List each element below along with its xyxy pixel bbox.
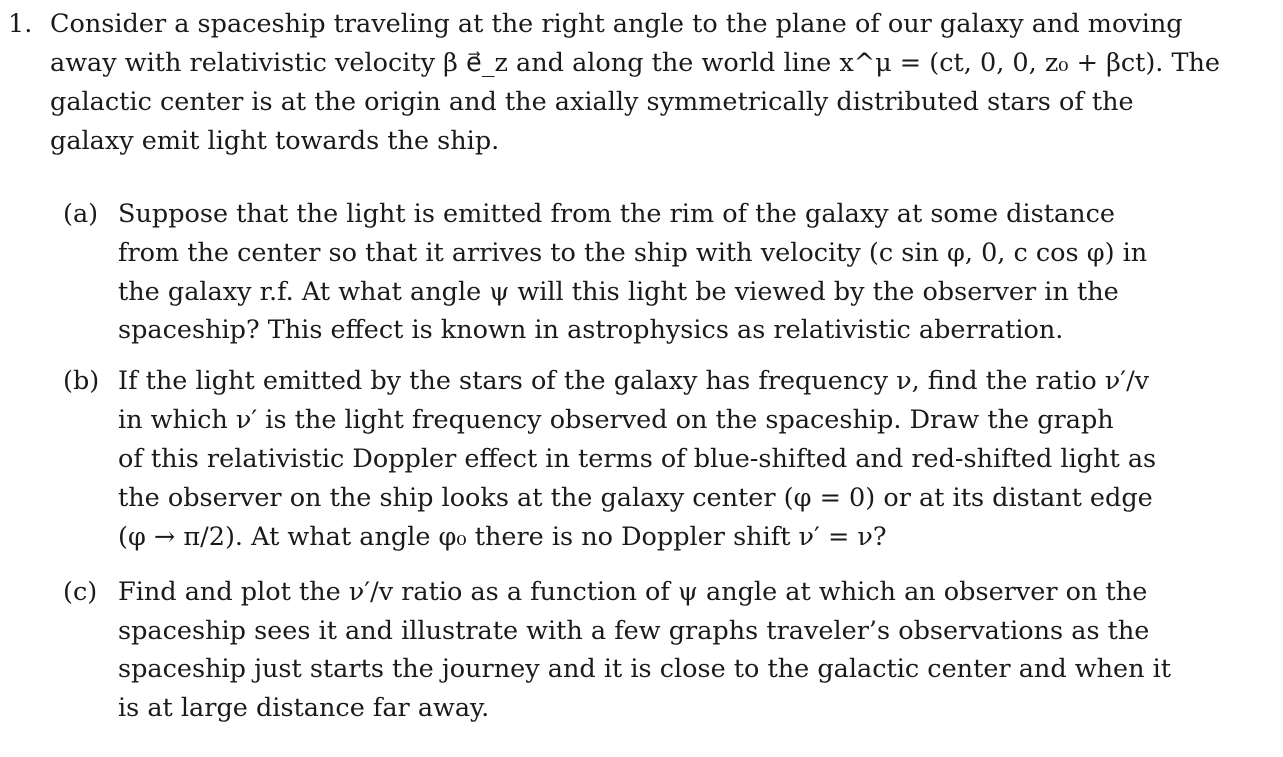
part-b-label: (b) bbox=[63, 366, 100, 396]
part-c-line-4: is at large distance far away. bbox=[118, 693, 490, 723]
part-c-line-3: spaceship just starts the journey and it is close to the galactic center and when it bbox=[118, 654, 1172, 684]
problem-number: 1. bbox=[8, 9, 33, 39]
part-a-label: (a) bbox=[63, 199, 99, 229]
part-c-line-1: Find and plot the ν′/v ratio as a function of ψ angle at which an observer on the bbox=[118, 577, 1148, 607]
part-a-line-2: from the center so that it arrives to the ship with velocity (c sin φ, 0, c cos φ) in bbox=[118, 238, 1148, 268]
intro-line-2: away with relativistic velocity β e⃗_z and along the world line x^μ = (ct, 0, 0, z₀ + βct). The bbox=[50, 48, 1221, 78]
part-c-label: (c) bbox=[63, 577, 98, 607]
part-a-line-1: Suppose that the light is emitted from the rim of the galaxy at some distance bbox=[118, 199, 1115, 229]
part-b-line-4: the observer on the ship looks at the galaxy center (φ = 0) or at its distant edge bbox=[118, 483, 1153, 513]
intro-line-3: galactic center is at the origin and the axially symmetrically distributed stars of the bbox=[50, 87, 1134, 117]
intro-line-1: Consider a spaceship traveling at the right angle to the plane of our galaxy and moving bbox=[50, 9, 1183, 39]
part-b-line-3: of this relativistic Doppler effect in terms of blue-shifted and red-shifted light as bbox=[118, 444, 1157, 474]
part-b-line-2: in which ν′ is the light frequency observed on the spaceship. Draw the graph bbox=[118, 405, 1114, 435]
part-a-line-4: spaceship? This effect is known in astrophysics as relativistic aberration. bbox=[118, 315, 1064, 345]
intro-line-4: galaxy emit light towards the ship. bbox=[50, 126, 500, 156]
part-c-line-2: spaceship sees it and illustrate with a few graphs traveler’s observations as the bbox=[118, 616, 1150, 646]
part-b-line-5: (φ → π/2). At what angle φ₀ there is no Doppler shift ν′ = ν? bbox=[118, 522, 887, 552]
part-b-line-1: If the light emitted by the stars of the galaxy has frequency ν, find the ratio ν′/v bbox=[118, 366, 1150, 396]
part-a-line-3: the galaxy r.f. At what angle ψ will this light be viewed by the observer in the bbox=[118, 277, 1119, 307]
